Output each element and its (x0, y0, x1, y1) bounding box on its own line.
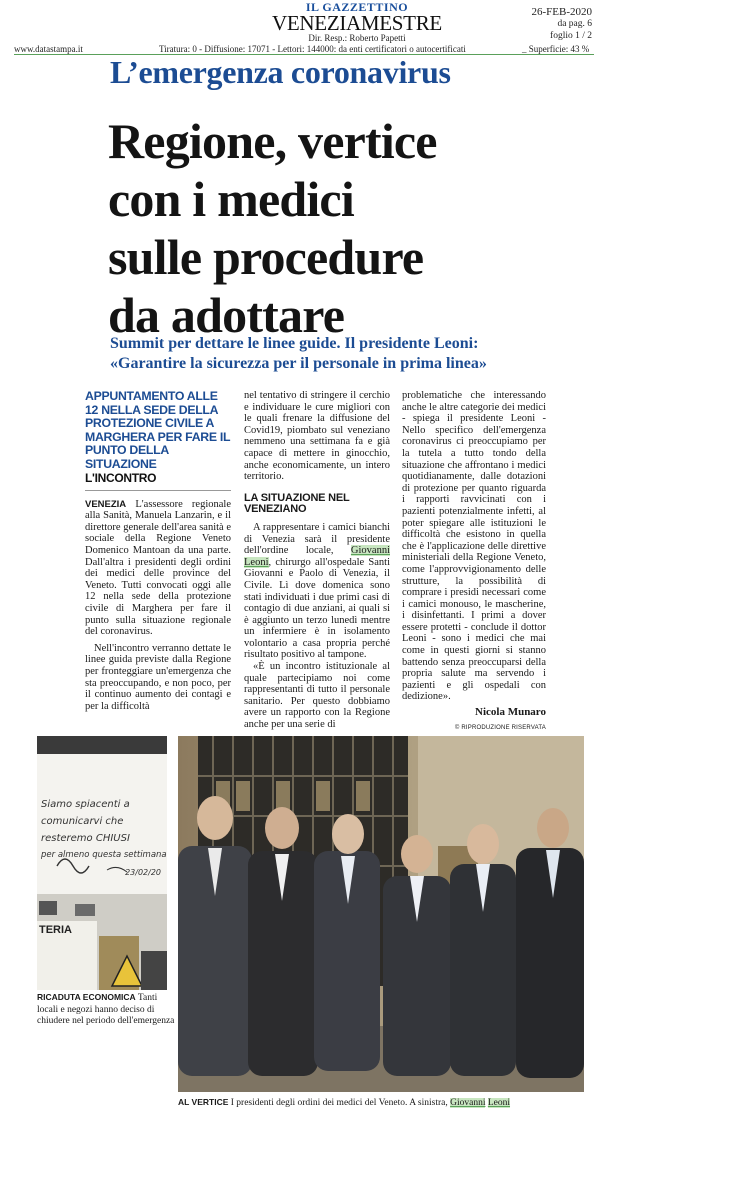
headline-line: Regione, vertice (108, 113, 437, 169)
director-line: Dir. Resp.: Roberto Papetti (308, 33, 406, 43)
sign-line: comunicarvi che (41, 816, 124, 827)
kicker: APPUNTAMENTO ALLE 12 NELLA SEDE DELLA PROTEZIONE CIVILE A MARGHERA PER FARE IL PUNTO DELLA SITUAZIONE (85, 389, 230, 471)
photo-doctors-group (178, 736, 584, 1092)
paragraph: Nell'incontro verranno dettate le linee guida previste dalla Regione per fronteggiare un'emergenza che sta preoccupando, e non poco, per il continuo aumento dei contagi e per la difficoltà (85, 642, 231, 712)
paragraph-text: A rappresentare i camici bianchi di Venezia sarà il presidente dell'ordine locale, (244, 521, 390, 557)
paragraph: nel tentativo di stringere il cerchio e individuare le cure migliori con le quali frenare la diffusione del Covid19, piombato sul veneziano nemmeno una settimana fa e già capace di mettere in ginocchio, anche economicamente, un intero territorio. (244, 390, 390, 483)
caption-tag: RICADUTA ECONOMICA (37, 992, 136, 1002)
article-column-2 (244, 390, 390, 731)
paragraph (244, 522, 390, 661)
paragraph (85, 499, 231, 638)
sign-line: 23/02/20 (125, 868, 161, 877)
page-info (532, 6, 593, 42)
highlighted-name: Leoni (244, 556, 269, 568)
caption-text: I presidenti degli ordini dei medici del Veneto. A sinistra, (228, 1098, 451, 1108)
highlighted-name: Giovanni (350, 545, 390, 557)
shop-sign-word: TERIA (39, 924, 72, 936)
surface-info: _ Superficie: 43 % (522, 44, 590, 54)
dateline: VENEZIA (85, 498, 127, 510)
publication-date: 26-FEB-2020 (531, 6, 592, 18)
paragraph: «È un incontro istituzionale al quale partecipiamo noi come rappresentanti di tutto il personale sanitario. Per questo dobbiamo avere un rapporto con la Regione anche per una serie di (244, 661, 390, 731)
paragraph-text: , chirurgo all'ospedale Santi Giovanni e Paolo di Venezia, il Civile. Lì dove domenica sono stati individuati i due primi casi di contagio di due anziani, ai quali si è aggiunto un terzo lunedì mentre un infermiere è in isolamento volontario a casa propria perché risultato positivo al tampone. (244, 556, 390, 661)
photo-closed-shop (37, 736, 167, 990)
section-title: L’emergenza coronavirus (110, 54, 451, 90)
headline-line: da adottare (108, 287, 345, 343)
page-number: da pag. 6 (557, 19, 592, 29)
author-byline: Nicola Munaro (475, 706, 546, 719)
subheadline-line: «Garantire la sicurezza per il personale in prima linea» (110, 355, 487, 372)
highlighted-name: Leoni (487, 1098, 511, 1108)
sheet-number: foglio 1 / 2 (550, 31, 592, 41)
paragraph-text: L'assessore regionale alla Sanità, Manuela Lanzarin, e il direttore generale dell'area sanità e sociale della Regione Veneto Domenico Mantoan da una parte. Dall'altra i presidenti degli ordini dei medici delle province del Veneto. Tutti convocati oggi alle 12 nella sede della protezione civile di Marghera per fare il punto sulla situazione regionale del coronavirus. (85, 498, 231, 638)
photo-caption-small (37, 992, 177, 1028)
headline-line: con i medici (108, 171, 354, 227)
caption-tag: AL VERTICE (178, 1097, 229, 1107)
subheadline (110, 334, 487, 374)
headline (108, 112, 437, 344)
caption-text: Tanti locali e negozi hanno deciso di chiudere nel periodo dell'emergenza (37, 993, 175, 1026)
doctors-group-illustration (178, 736, 584, 1092)
headline-line: sulle procedure (108, 229, 424, 285)
handwritten-sign (41, 796, 167, 881)
copyright-notice: © RIPRODUZIONE RISERVATA (454, 724, 546, 731)
masthead-logo (252, 1, 462, 34)
sign-line: resteremo CHIUSI (41, 833, 130, 844)
sign-line: per almeno questa settimana (41, 850, 167, 860)
subheadline-line: Summit per dettare le linee guide. Il presidente Leoni: (110, 335, 479, 352)
masthead-line2: VENEZIAMESTRE (272, 11, 442, 35)
circulation-info: Tiratura: 0 - Diffusione: 17071 - Lettori: 144000: da enti certificatori o autocertificati (159, 44, 466, 54)
source-site: www.datastampa.it (14, 44, 83, 54)
paragraph: problematiche che interessando anche le altre categorie dei medici - spiega il presidente Leoni - Nello specifico dell'emergenza coronavirus ci preoccupiamo per la tutela a tutto tondo della situazione che affrontano i medici quotidianamente, dalle dotazioni di protezione per quanto riguarda i rapporti ravvicinati con i pazienti potenzialmente infetti, al poter spiegare alle istituzioni le difficoltà che esistono in quella che è l'applicazione delle direttive ministeriali della Regione Veneto, come l'approvvigionamento delle strutture, la possibilità di comprare i presidi necessari come i camici monouso, le mascherine, i disinfettanti. I primi a dover essere protetti - conclude il dottor Leoni - sono i medici che mai come in questi giorni si stanno battendo senza preoccuparsi della propria salute ma servendo i pazienti e gli ospedali con dedizione». (402, 390, 546, 703)
article-column-1 (85, 390, 231, 712)
masthead-line1: IL GAZZETTINO (305, 0, 409, 14)
sign-line: Siamo spiacenti a (41, 799, 130, 810)
highlighted-name: Giovanni (450, 1098, 486, 1108)
kicker-tag: L'INCONTRO (85, 473, 231, 491)
article-column-3 (402, 390, 546, 734)
section-subtitle: LA SITUAZIONE NEL VENEZIANO (244, 491, 350, 516)
photo-caption-big (178, 1096, 584, 1109)
